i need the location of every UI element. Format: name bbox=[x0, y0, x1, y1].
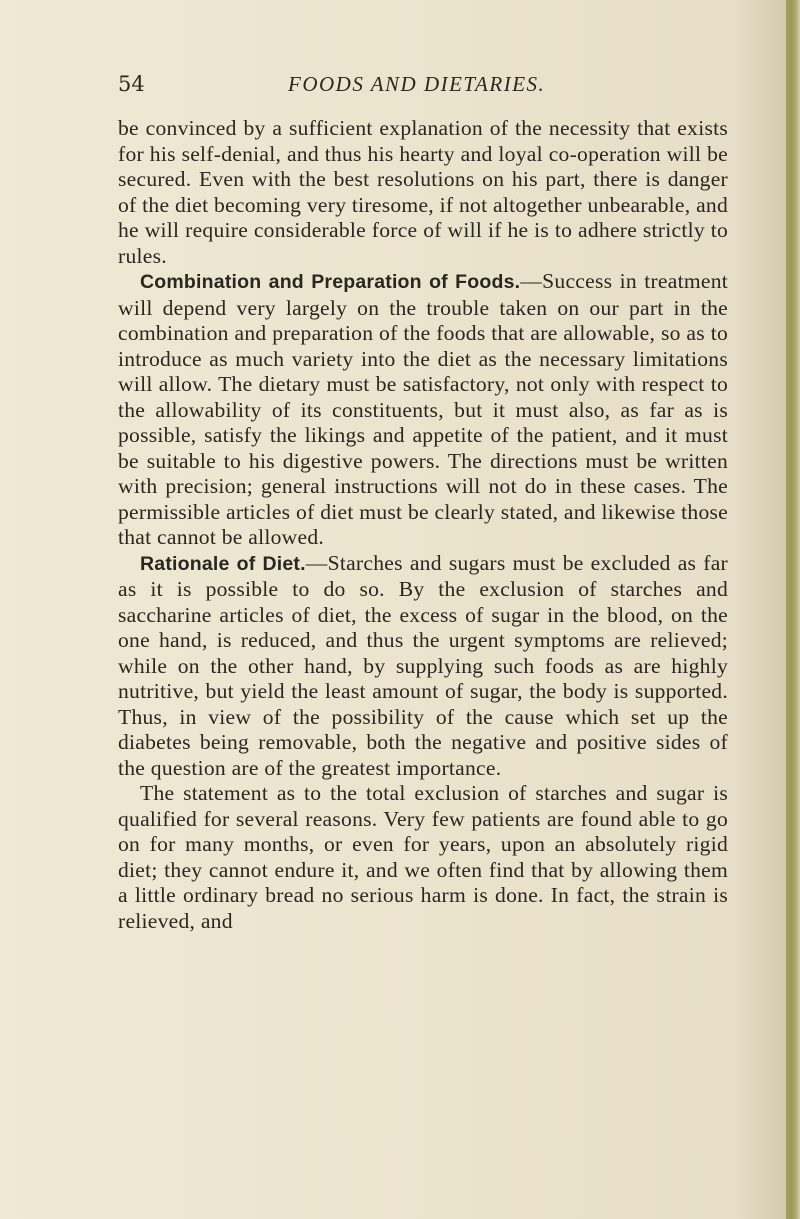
book-edge bbox=[786, 0, 800, 1219]
paragraph-rationale bbox=[118, 551, 728, 782]
body-text bbox=[118, 116, 728, 934]
paragraph-text: The statement as to the total exclusion of starches and sugar is qualified for several reasons. Very few patients are found able to go on for many months, or even for years, upon an absolutely rigid diet; they cannot endure it, and we often find that by allowing them a little ordinary bread no serious harm is done. In fact, the strain is relieved, and bbox=[118, 781, 728, 933]
section-heading-rationale: Rationale of Diet. bbox=[140, 552, 306, 575]
paragraph-statement bbox=[118, 781, 728, 934]
paragraph-continuation bbox=[118, 116, 728, 269]
page-number: 54 bbox=[118, 72, 145, 96]
paragraph-text: —Success in treatment will depend very largely on the trouble taken on our part in the combination and preparation of the foods that are allowable, so as to introduce as much variety into the diet as the necessary limitations will allow. The dietary must be satisfactory, not only with respect to the allowability of its constituents, but it must also, as far as is possible, satisfy the likings and appetite of the patient, and it must be suitable to his digestive powers. The directions must be written with precision; general instructions will not do in these cases. The permissible articles of diet must be clearly stated, and likewise those that cannot be allowed. bbox=[118, 269, 728, 549]
paragraph-text: —Starches and sugars must be excluded as far as it is possible to do so. By the exclusion of starches and saccharine articles of diet, the excess of sugar in the blood, on the one hand, is reduced, and thus the urgent symptoms are relieved; while on the other hand, by supplying such foods as are highly nutritive, but yield the least amount of sugar, the body is supported. Thus, in view of the possibility of the cause which set up the diabetes being removable, both the negative and positive sides of the question are of the greatest importance. bbox=[118, 550, 728, 780]
page-header bbox=[118, 72, 738, 100]
section-heading-combination: Combination and Preparation of Foods. bbox=[140, 271, 521, 293]
paragraph-text: be convinced by a sufficient explanation of the necessity that exists for his self-denial, and thus his hearty and loyal co-operation will be secured. Even with the best resolutions on his part, there is danger of the diet becoming very tiresome, if not altogether unbearable, and he will require considerable force of will if he is to adhere strictly to rules. bbox=[118, 116, 728, 268]
paragraph-combination bbox=[118, 269, 728, 551]
running-title: FOODS AND DIETARIES. bbox=[288, 72, 546, 96]
